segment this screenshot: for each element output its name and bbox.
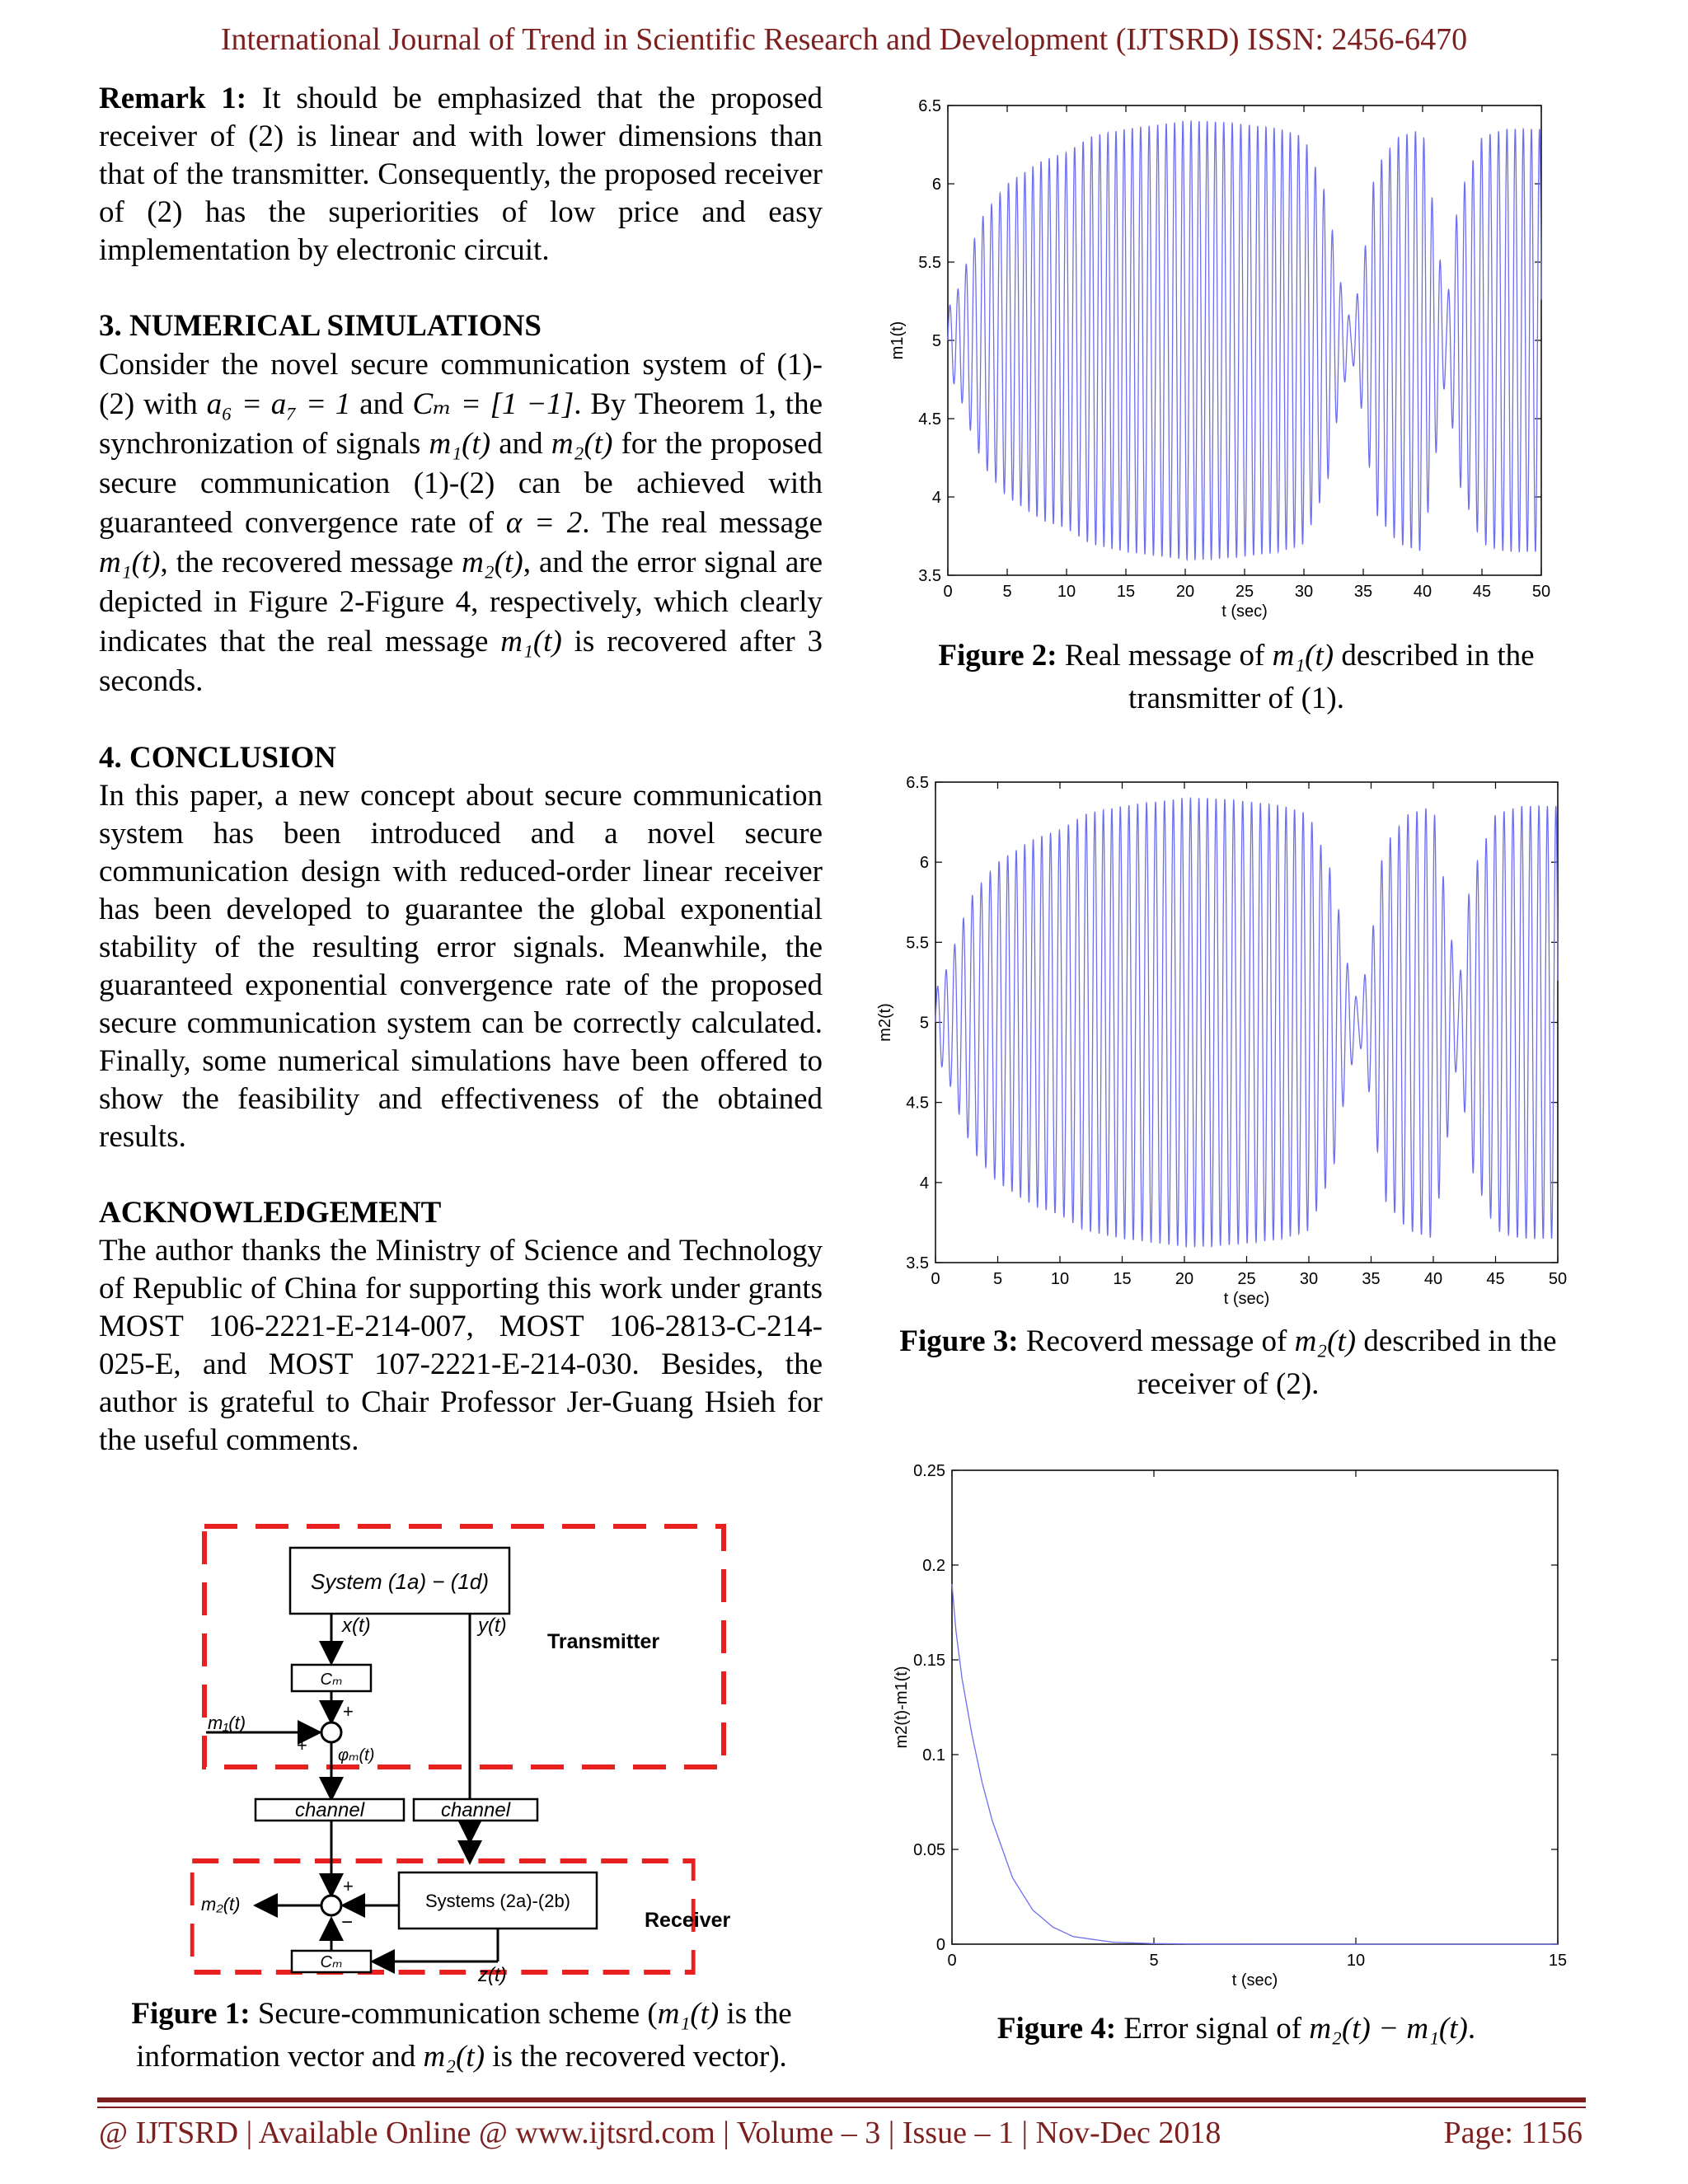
x-tick-label: 20 — [1175, 583, 1195, 601]
figure1-caption — [91, 1993, 832, 2079]
figure1-m1: m₁(t) — [657, 1997, 720, 2031]
y-axis-label: m2(t) — [876, 1003, 894, 1042]
figure1-text-c: is the recovered vector). — [492, 2040, 787, 2074]
journal-header: International Journal of Trend in Scientific Research and Development (IJTSRD) ISSN: 2456-6470 — [220, 22, 1468, 57]
footer-rule-thin — [97, 2107, 1586, 2108]
plot-frame — [952, 1470, 1558, 1944]
receiver-system-label: Systems (2a)-(2b) — [424, 1891, 571, 1911]
x-tick-label: 0 — [943, 583, 953, 601]
plus-top: + — [343, 1701, 354, 1722]
s3-text-a: Consider the novel secure communication system of (1)-(2) with — [99, 348, 823, 421]
x-tick-label: 30 — [1299, 1270, 1319, 1288]
y-tick-label: 0.1 — [922, 1746, 945, 1765]
x-tick-label: 45 — [1486, 1270, 1505, 1288]
s3-text-g: , and the error signal are depicted in Figure 2-Figure 4, respectively, which clearly indicates that the real message — [99, 546, 823, 658]
figure2-text-b: described in the transmitter of (1). — [1128, 639, 1535, 715]
y-tick-label: 5.5 — [918, 254, 941, 272]
z-label: z(t) — [478, 1964, 507, 1986]
x-tick-label: 35 — [1362, 1270, 1381, 1288]
x-tick-label: 0 — [947, 1952, 957, 1970]
figure3-label: Figure 3: — [899, 1324, 1019, 1358]
y-tick-label: 6.5 — [918, 97, 941, 115]
y-tick-label: 0.2 — [922, 1557, 945, 1575]
x-tick-label: 30 — [1294, 583, 1314, 601]
x-tick-label: 25 — [1235, 583, 1254, 601]
figure2-m: m₁(t) — [1272, 639, 1334, 673]
x-tick-label: 10 — [1057, 583, 1076, 601]
y-axis-label: m2(t)-m1(t) — [893, 1666, 911, 1749]
section3-paragraph — [99, 345, 823, 701]
m2-output-label: m₂(t) — [201, 1894, 241, 1915]
x-axis-label: t (sec) — [1223, 1290, 1270, 1308]
y-tick-label: 4 — [919, 1174, 929, 1193]
figure1-m2: m₂(t) — [423, 2040, 485, 2074]
y-tick-label: 5.5 — [906, 934, 929, 953]
x-tick-label: 40 — [1423, 1270, 1443, 1288]
x-tick-label: 20 — [1175, 1270, 1194, 1288]
ack-paragraph: The author thanks the Ministry of Science and Technology of Republic of China for supporting this work under grants MOST 106-2221-E-214-007, MOST 106-2813-C-214-025-E, and MOST 107-2221-E-214-030. Besides, the author is grateful to Chair Professor Jer-Guang Hsieh for the useful comments. — [99, 1234, 823, 1457]
y-tick-label: 4.5 — [906, 1094, 929, 1113]
summing-junction-bottom — [321, 1896, 341, 1915]
y-tick-label: 6 — [919, 854, 929, 873]
section4-heading: 4. CONCLUSION — [99, 741, 336, 775]
figure1-text-b: is the information vector and — [136, 1997, 792, 2074]
figure1-label: Figure 1: — [131, 1997, 251, 2031]
x-tick-label: 5 — [1149, 1952, 1159, 1970]
figure2-text-a: Real message of — [1064, 639, 1265, 673]
y-label: y(t) — [478, 1615, 507, 1637]
x-tick-label: 50 — [1531, 583, 1551, 601]
s3-text-f2: , the recovered message — [160, 546, 454, 579]
figure3-m: m₂(t) — [1294, 1324, 1357, 1358]
channel-right-label: channel — [440, 1799, 511, 1821]
figure1-diagram — [190, 1516, 750, 1994]
remark-label: Remark 1: — [99, 82, 247, 115]
y-tick-label: 4.5 — [918, 410, 941, 429]
section4-paragraph: In this paper, a new concept about secure communication system has been introduced and a novel secure communication design with reduced-order linear receiver has been developed to guarantee the global exponential stability of the resulting error signals. Meanwhile, the guaranteed exponential convergence rate of the proposed secure communication system can be correctly calculated. Finally, some numerical simulations have been offered to show the feasibility and effectiveness of the obtained results. — [99, 779, 823, 1154]
y-tick-label: 6.5 — [906, 774, 929, 792]
x-tick-label: 40 — [1413, 583, 1432, 601]
x-tick-label: 15 — [1548, 1952, 1568, 1970]
s3-text-h: is recovered after 3 seconds. — [99, 625, 823, 698]
cm-label-bottom: Cₘ — [320, 1953, 343, 1971]
ack-heading: ACKNOWLEDGEMENT — [99, 1196, 442, 1230]
y-axis-label: m1(t) — [889, 321, 907, 360]
y-tick-label: 0.25 — [913, 1462, 945, 1480]
y-tick-label: 5 — [931, 332, 941, 350]
receiver-label: Receiver — [645, 1909, 731, 1932]
s3-text-b: and — [359, 387, 404, 421]
y-tick-label: 0.05 — [913, 1841, 945, 1859]
s3-eq-cm: Cₘ = [1 −1] — [412, 387, 574, 421]
remark-paragraph — [99, 80, 823, 269]
x-label: x(t) — [342, 1615, 371, 1637]
y-tick-label: 3.5 — [906, 1254, 929, 1272]
left-column — [99, 80, 823, 1460]
figure4-text-a: Error signal of — [1123, 2012, 1302, 2046]
x-tick-label: 5 — [992, 1270, 1003, 1288]
footer-left: @ IJTSRD | Available Online @ www.ijtsrd.com | Volume – 3 | Issue – 1 | Nov-Dec 2018 — [99, 2116, 1221, 2150]
x-tick-label: 5 — [1002, 583, 1012, 601]
s3-alpha: α = 2 — [505, 506, 583, 540]
figure3-chart — [857, 770, 1599, 1322]
figure4-label: Figure 4: — [996, 2012, 1117, 2046]
transmitter-label: Transmitter — [547, 1630, 660, 1653]
y-tick-label: 4 — [931, 489, 941, 507]
figure1-text-a: Secure-communication scheme ( — [257, 1997, 658, 2031]
x-tick-label: 15 — [1113, 1270, 1132, 1288]
section3-heading: 3. NUMERICAL SIMULATIONS — [99, 309, 542, 343]
s3-text-e: for the proposed secure communication (1)-(2) can be achieved with guaranteed convergence rate of — [99, 427, 823, 540]
figure4-caption — [874, 2008, 1599, 2050]
x-tick-label: 50 — [1548, 1270, 1568, 1288]
m1-input-label: m₁(t) — [208, 1713, 246, 1733]
x-tick-label: 0 — [931, 1270, 940, 1288]
x-tick-label: 10 — [1050, 1270, 1070, 1288]
y-tick-label: 5 — [919, 1014, 929, 1033]
figure4-text-b: . — [1467, 2012, 1476, 2046]
s3-text-f: . The real message — [582, 506, 823, 540]
s3-eq-a6: a₆ = a₇ = 1 — [206, 387, 351, 421]
cm-label-top: Cₘ — [320, 1671, 343, 1689]
s3-m2: m₂(t) — [551, 427, 613, 461]
y-tick-label: 3.5 — [918, 567, 941, 585]
figure3-caption — [857, 1320, 1599, 1406]
figure4-chart — [874, 1457, 1599, 2001]
y-tick-label: 0.15 — [913, 1652, 945, 1670]
figure3-text-a: Recoverd message of — [1025, 1324, 1287, 1358]
figure4-m: m₂(t) − m₁(t) — [1309, 2012, 1468, 2046]
s3-m1-c: m₁(t) — [500, 625, 562, 658]
s3-m1: m₁(t) — [429, 427, 491, 461]
s3-m2-b: m₂(t) — [462, 546, 523, 579]
x-tick-label: 15 — [1116, 583, 1136, 601]
footer-rule-thick — [97, 2097, 1586, 2102]
x-axis-label: t (sec) — [1221, 602, 1268, 621]
channel-left-label: channel — [294, 1799, 365, 1821]
summing-junction-top — [321, 1722, 341, 1742]
figure3-text-b: described in the receiver of (2). — [1137, 1324, 1557, 1401]
y-tick-label: 0 — [935, 1936, 945, 1954]
plus-bottom: + — [343, 1876, 354, 1896]
y-tick-label: 6 — [931, 176, 941, 194]
plus-left: + — [297, 1735, 307, 1755]
minus-bottom: − — [341, 1911, 354, 1933]
x-tick-label: 10 — [1346, 1952, 1366, 1970]
footer-page-number: Page: 1156 — [1443, 2116, 1582, 2150]
figure2-chart — [874, 89, 1599, 633]
s3-text-d: and — [499, 427, 543, 461]
phi-label: φₘ(t) — [338, 1746, 375, 1765]
x-tick-label: 35 — [1353, 583, 1373, 601]
figure2-caption — [874, 635, 1599, 720]
system-box-label: System (1a) − (1d) — [310, 1569, 490, 1594]
s3-m1-b: m₁(t) — [99, 546, 161, 579]
x-tick-label: 25 — [1237, 1270, 1256, 1288]
x-axis-label: t (sec) — [1231, 1971, 1278, 1990]
figure2-label: Figure 2: — [938, 639, 1057, 673]
remark-text: It should be emphasized that the proposed receiver of (2) is linear and with lower dimensions than that of the transmitter. Consequently, the proposed receiver of (2) has the superiorities of low price and easy implementation by electronic circuit. — [99, 82, 823, 267]
s3-text-c: . By Theorem 1, the synchronization of signals — [99, 387, 823, 461]
x-tick-label: 45 — [1472, 583, 1492, 601]
